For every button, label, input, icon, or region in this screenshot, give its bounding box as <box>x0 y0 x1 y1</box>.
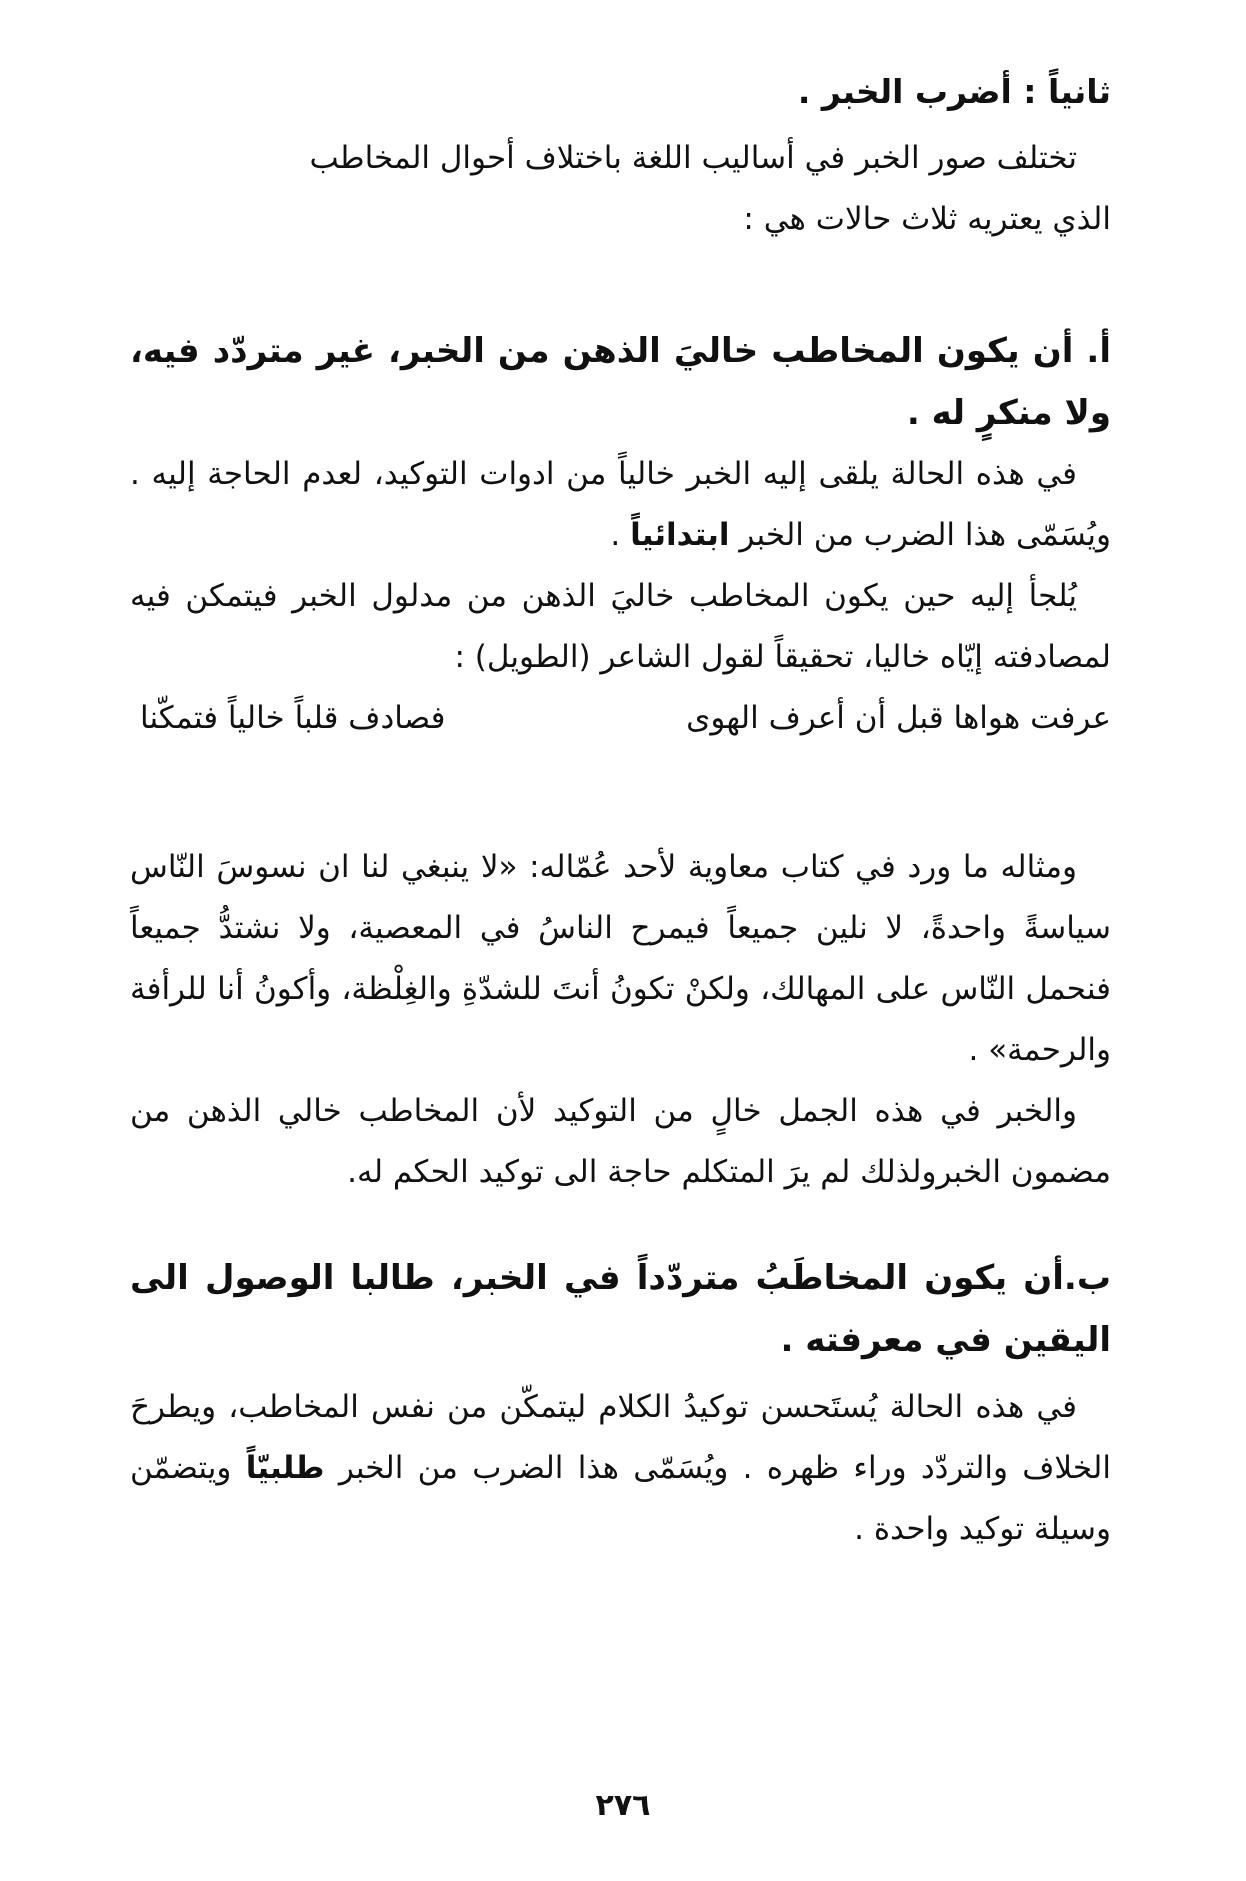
section-heading: ثانياً : أضرب الخبر . <box>797 72 1111 111</box>
case-b-heading: ب.أن يكون المخاطَبُ متردّداً في الخبر، طالبا الوصول الى اليقين في معرفته . <box>130 1258 1111 1360</box>
case-b-paragraph-text: في هذه الحالة يُستَحسن توكيدُ الكلام ليتمكّن من نفس المخاطب، ويطرحَ الخلاف والتردّد وراء ظهره . ويُسَمّى هذا الضرب من الخبر <box>130 1389 1111 1486</box>
case-a-term: ابتدائياً <box>630 517 730 553</box>
case-a-heading: أ. أن يكون المخاطب خاليَ الذهن من الخبر، غير متردّد فيه، ولا منكرٍ له . <box>130 331 1111 433</box>
poetry-verse <box>130 688 1111 749</box>
case-b-paragraph <box>130 1377 1111 1560</box>
verse-first-hemistich: عرفت هواها قبل أن أعرف الهوى <box>686 700 1111 736</box>
case-a-paragraph-1-text: في هذه الحالة يلقى إليه الخبر خالياً من ادوات التوكيد، لعدم الحاجة إليه . ويُسَمّى هذا الضرب من الخبر <box>130 456 1111 553</box>
verse-second-hemistich: فصادف قلباً خالياً فتمكّنا <box>140 700 446 736</box>
case-a-paragraph-1-end: . <box>610 517 631 553</box>
intro-line-2: الذي يعتريه ثلاث حالات هي : <box>743 201 1111 237</box>
intro-line-1: تختلف صور الخبر في أساليب اللغة باختلاف أحوال المخاطب <box>309 140 1077 176</box>
case-a-example: ومثاله ما ورد في كتاب معاوية لأحد عُمّاله: «لا ينبغي لنا ان نسوسَ النّاس سياسةً واحدةً، لا نلين جميعاً فيمرح الناسُ في المعصية، ولا نشتدُّ جميعاً فنحمل النّاس على المهالك، ولكنْ تكونُ أنتَ للشدّةِ والغِلْظة، وأكونُ أنا للرأفة والرحمة» . <box>130 849 1111 1068</box>
spacer <box>130 250 1111 320</box>
case-b-term: طلبيّاً <box>245 1450 325 1486</box>
spacer <box>130 749 1111 837</box>
page-number: ٢٧٦ <box>595 1788 651 1823</box>
case-b-paragraph-end: ويتضمّن وسيلة توكيد واحدة . <box>130 1450 1111 1547</box>
spacer <box>130 1203 1111 1247</box>
case-a-paragraph-2: يُلجأ إليه حين يكون المخاطب خاليَ الذهن من مدلول الخبر فيتمكن فيه لمصادفته إيّاه خاليا، تحقيقاً لقول الشاعر (الطويل) : <box>130 578 1111 675</box>
case-a-paragraph-1 <box>130 444 1111 566</box>
case-a-conclusion: والخبر في هذه الجمل خالٍ من التوكيد لأن المخاطب خالي الذهن من مضمون الخبرولذلك لم يرَ المتكلم حاجة الى توكيد الحكم له. <box>130 1093 1111 1190</box>
